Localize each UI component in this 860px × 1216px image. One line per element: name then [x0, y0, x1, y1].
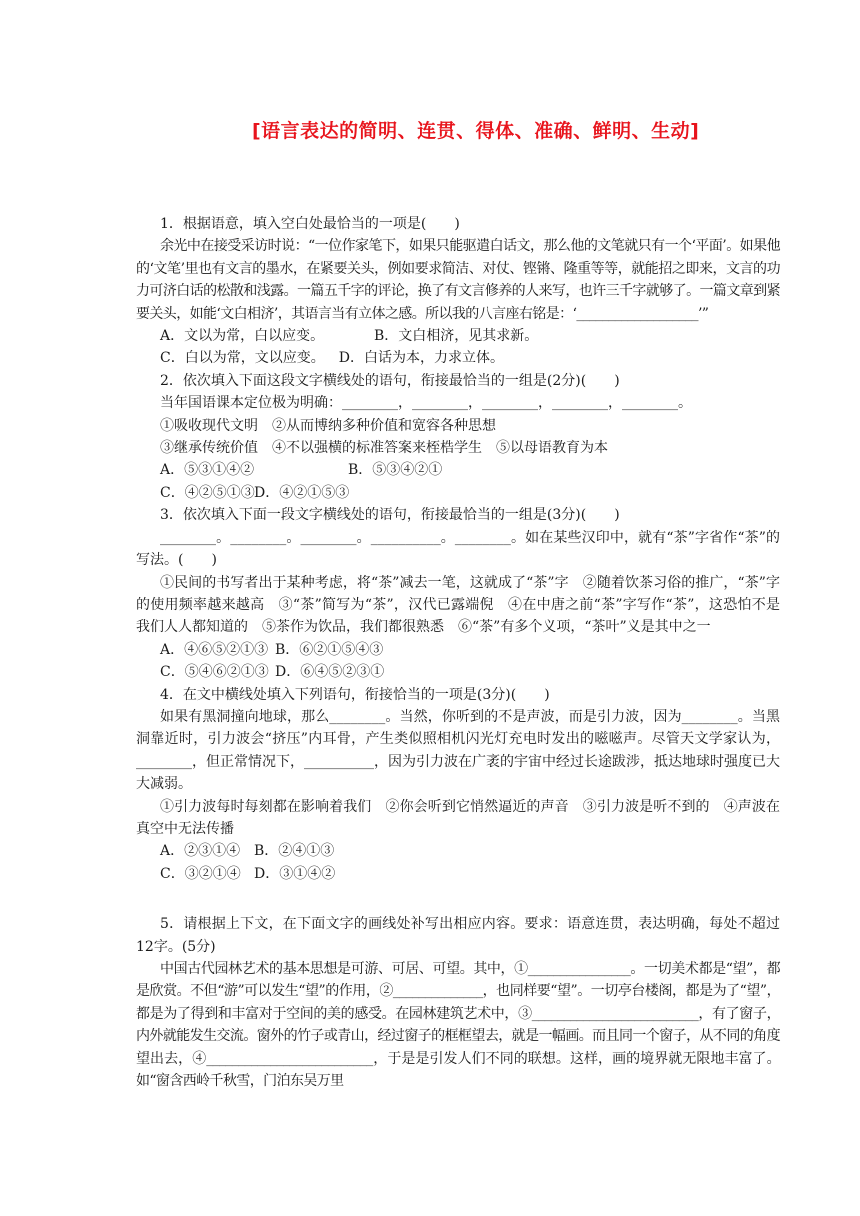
- q5-passage: 中国古代园林艺术的基本思想是可游、可居、可望。其中，①________________。一切美术都是“望”，都是欣赏。不但“游”可以发生“望”的作用，②______________，也同样要“望”。一切亭台楼阁，都是为了“望”，都是为了得到和丰富对于空间的美的感受。在园林建筑艺术中，③__________________________，有了窗子，内外就能发生交流。窗外的竹子或青山，经过窗子的框框望去，就是一幅画。而且同一个窗子，从不同的角度望出去，④__________________________，于是是引发人们不同的联想。这样，画的境界就无限地丰富了。如“窗含西岭千秋雪，门泊东吴万里: [136, 961, 780, 1090]
- q1-options-row-2: [136, 347, 780, 369]
- q2-stem: 2．依次填入下面这段文字横线处的语句，衔接最恰当的一组是(2分)( ): [160, 372, 620, 389]
- q4-items: ①引力波每时每刻都在影响着我们 ②你会听到它悄然逼近的声音 ③引力波是听不到的 ④声波在真空中无法传播: [136, 798, 780, 837]
- q4-options-row-1: [136, 840, 780, 862]
- section-spacer: [136, 885, 780, 913]
- q4-option-c: C．③②①④: [160, 865, 241, 882]
- q1-option-d: D．白话为本，力求立体。: [338, 350, 504, 367]
- q4-option-a: A．②③①④: [160, 843, 241, 860]
- q4-option-d: D．③①④②: [254, 865, 336, 882]
- q2-option-a: A．⑤③①④②: [160, 462, 255, 479]
- exercise-content: [136, 213, 780, 1092]
- q2-option-b: B．⑤③④②①: [348, 462, 443, 479]
- q2-option-d: D．④②①⑤③: [254, 484, 350, 501]
- q3-option-d: D．⑥④⑤②③①: [275, 664, 385, 681]
- q2-options-row-1: [136, 459, 780, 481]
- q3-option-a: A．④⑥⑤②①③: [160, 641, 269, 658]
- q2-option-c: C．④②⑤①③: [160, 484, 255, 501]
- q4-option-b: B．②④①③: [254, 843, 335, 860]
- q3-options-row-1: [136, 639, 780, 661]
- q3-option-b: B．⑥②①⑤④③: [275, 641, 384, 658]
- q1-options-row-1: [136, 325, 780, 347]
- q1-option-b: B．文白相济，见其求新。: [374, 328, 539, 345]
- q2-options-row-2: [136, 482, 780, 504]
- q3-options-row-2: [136, 661, 780, 683]
- q2-passage: 当年国语课本定位极为明确：________，________，________，________，________。: [160, 395, 692, 412]
- q3-items: ①民间的书写者出于某种考虑，将“茶”减去一笔，这就成了“茶”字 ②随着饮茶习俗的推广，“茶”字的使用频率越来越高 ③“茶”简写为“茶”，汉代已露端倪 ④在中唐之前“茶”字写作“茶”，这恐怕不是我们人人都知道的 ⑤茶作为饮品，我们都很熟悉 ⑥“茶”有多个义项，“茶叶”义是其中之一: [136, 574, 780, 636]
- q3-stem: 3．依次填入下面一段文字横线处的语句，衔接最恰当的一组是(3分)( ): [160, 507, 620, 524]
- q3-passage: ________。________。________。__________。________。如在某些汉印中，就有“茶”字省作“茶”的写法。( ): [136, 529, 780, 569]
- q2-items-line-2: ③继承传统价值 ④不以强横的标准答案来桎梏学生 ⑤以母语教育为本: [160, 440, 608, 457]
- document-title: [语言表达的简明、连贯、得体、准确、鲜明、生动]: [252, 120, 700, 142]
- q1-passage: 余光中在接受采访时说：“一位作家笔下，如果只能驱遣白话文，那么他的文笔就只有一个‘平面’。如果他的‘文笔’里也有文言的墨水，在紧要关头，例如要求简洁、对仗、铿锵、隆重等等，就能招之即来，文言的功力可济白话的松散和浅露。一篇五千字的评论，换了有文言修养的人来写，也许三千字就够了。一篇文章到紧要关头，如能‘文白相济’，其语言当有立体之感。所以我的八言座右铭是：‘___________________’”: [136, 238, 780, 322]
- q5-stem: 5．请根据上下文，在下面文字的画线处补写出相应内容。要求：语意连贯，表达明确，每处不超过12字。(5分): [136, 916, 780, 955]
- q4-options-row-2: [136, 863, 780, 885]
- q2-items-line-1: ①吸收现代文明 ②从而博纳多种价值和宽容各种思想: [160, 417, 496, 434]
- q1-stem: 1．根据语意，填入空白处最恰当的一项是( ): [160, 216, 460, 232]
- q4-passage: 如果有黑洞撞向地球，那么________。当然，你听到的不是声波，而是引力波，因为________。当黑洞靠近时，引力波会“挤压”内耳骨，产生类似照相机闪光灯充电时发出的嗞嗞声。尽管天文学家认为，________，但正常情况下，__________，因为引力波在广袤的宇宙中经过长途跋涉，抵达地球时强度已大大减弱。: [136, 708, 780, 793]
- q3-option-c: C．⑤④⑥②①③: [160, 664, 269, 681]
- q1-option-a: A．文以为常，白以应变。: [160, 328, 325, 345]
- q1-option-c: C．白以为常，文以应变。: [160, 350, 325, 367]
- q4-stem: 4．在文中横线处填入下列语句，衔接恰当的一项是(3分)( ): [160, 686, 550, 703]
